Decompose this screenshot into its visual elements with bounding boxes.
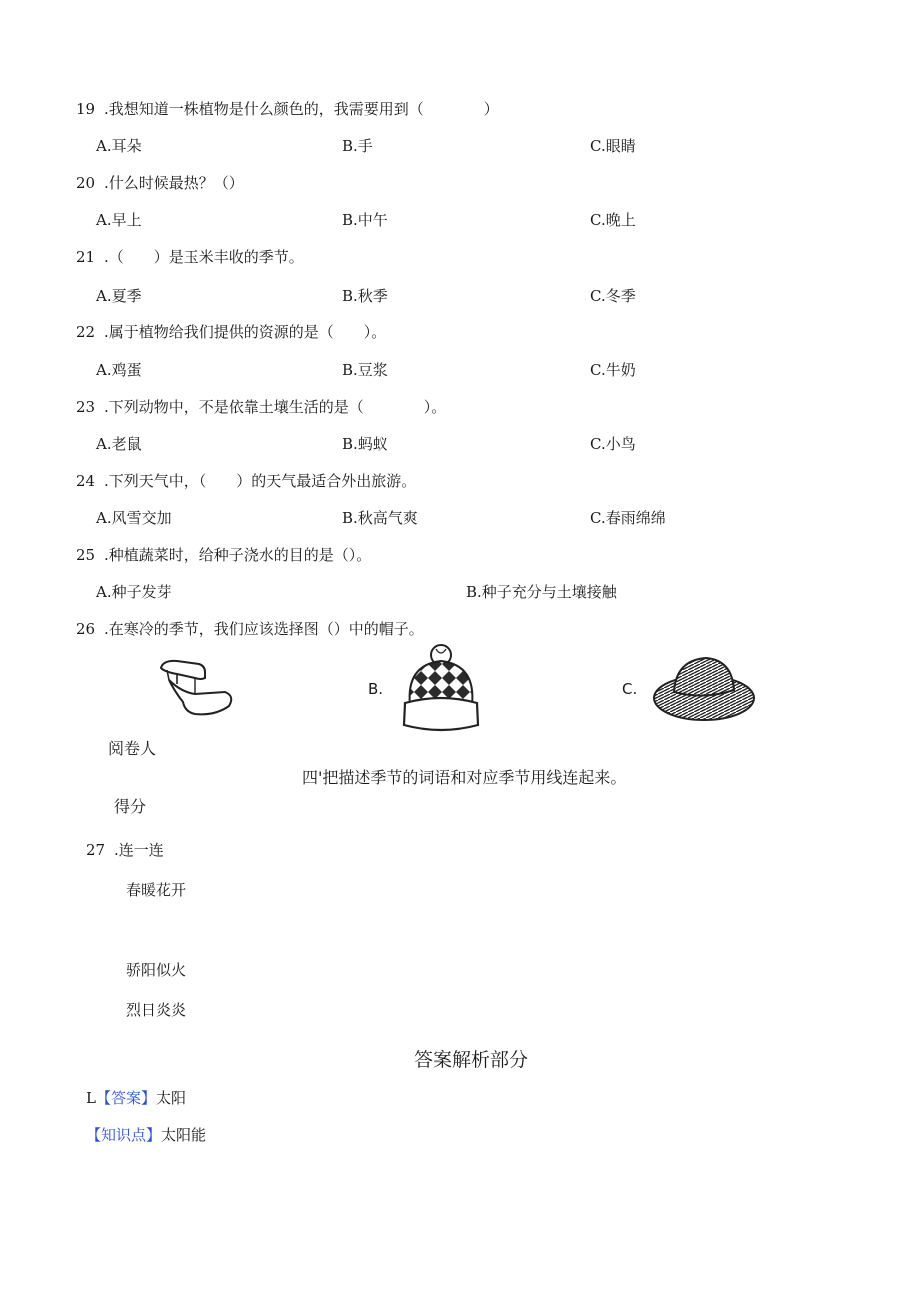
- answer-tag: 【答案】: [95, 1089, 156, 1107]
- knowledge-text: 太阳能: [161, 1126, 207, 1144]
- option-b: B.中午: [342, 211, 388, 229]
- question-stem: .连一连: [114, 841, 164, 859]
- reviewer-label: 阅卷人: [108, 739, 157, 758]
- option-a: A.老鼠: [96, 435, 142, 453]
- season-phrase: 春暖花开: [126, 881, 187, 899]
- question-stem: .下列动物中，不是依靠土壤生活的是（ ）。: [104, 398, 447, 416]
- straw-hat-image: [652, 652, 756, 724]
- question-number: 19: [76, 100, 96, 118]
- option-c: C.冬季: [590, 287, 636, 305]
- section-title: 四'把描述季节的词语和对应季节用线连起来。: [302, 768, 627, 787]
- option-a: A.夏季: [96, 287, 142, 305]
- score-label: 得分: [114, 797, 147, 816]
- question-number: 25: [76, 546, 96, 564]
- option-a: A.耳朵: [96, 137, 142, 155]
- question-stem: .属于植物给我们提供的资源的是（ ）。: [104, 323, 387, 341]
- question-19: [76, 98, 499, 119]
- option-b: B.手: [342, 137, 373, 155]
- answer-line: [86, 1087, 186, 1108]
- season-phrase: 骄阳似火: [126, 961, 187, 979]
- question-26: [76, 618, 424, 639]
- question-number: 23: [76, 398, 96, 416]
- question-stem: .（ ）是玉米丰收的季节。: [104, 248, 304, 266]
- knowledge-tag: 【知识点】: [86, 1126, 162, 1144]
- question-number: 27: [86, 841, 106, 859]
- option-c: C.小鸟: [590, 435, 636, 453]
- option-c: C.春雨绵绵: [590, 509, 666, 527]
- answer-line-prefix: L: [86, 1089, 96, 1107]
- question-23: [76, 396, 446, 417]
- option-a: A.风雪交加: [96, 509, 172, 527]
- option-c: C.晚上: [590, 211, 636, 229]
- option-b: B.秋高气爽: [342, 509, 418, 527]
- option-c: C.眼睛: [590, 137, 636, 155]
- option-a: A.早上: [96, 211, 142, 229]
- question-number: 26: [76, 620, 96, 638]
- hat-c-label: C.: [622, 680, 638, 698]
- knowledge-line: [86, 1124, 206, 1145]
- answer-text: 太阳: [155, 1089, 186, 1107]
- question-number: 24: [76, 472, 96, 490]
- question-20: [76, 172, 244, 193]
- option-b: B.蚂蚁: [342, 435, 388, 453]
- question-22: [76, 321, 386, 342]
- question-stem: .我想知道一株植物是什么颜色的，我需要用到（ ）: [104, 100, 499, 118]
- question-27: [86, 839, 164, 860]
- question-number: 20: [76, 174, 96, 192]
- visor-hat-image: [155, 656, 237, 720]
- option-b: B.秋季: [342, 287, 388, 305]
- season-phrase: 烈日炎炎: [126, 1001, 187, 1019]
- option-b: B.豆浆: [342, 361, 388, 379]
- question-stem: .什么时候最热？（）: [104, 174, 244, 192]
- option-a: A.种子发芽: [96, 583, 172, 601]
- question-stem: .下列天气中，（ ）的天气最适合外出旅游。: [104, 472, 417, 490]
- question-number: 22: [76, 323, 96, 341]
- question-21: [76, 246, 304, 267]
- question-stem: .在寒冷的季节，我们应该选择图（）中的帽子。: [104, 620, 424, 638]
- question-25: [76, 544, 371, 565]
- question-stem: .种植蔬菜时，给种子浇水的目的是（）。: [104, 546, 372, 564]
- question-24: [76, 470, 416, 491]
- option-c: C.牛奶: [590, 361, 636, 379]
- option-a: A.鸡蛋: [96, 361, 142, 379]
- hat-b-label: B.: [368, 680, 384, 698]
- answer-section-title: 答案解析部分: [414, 1049, 529, 1071]
- question-number: 21: [76, 248, 96, 266]
- option-b: B.种子充分与土壤接触: [466, 583, 617, 601]
- knit-hat-image: [400, 643, 482, 733]
